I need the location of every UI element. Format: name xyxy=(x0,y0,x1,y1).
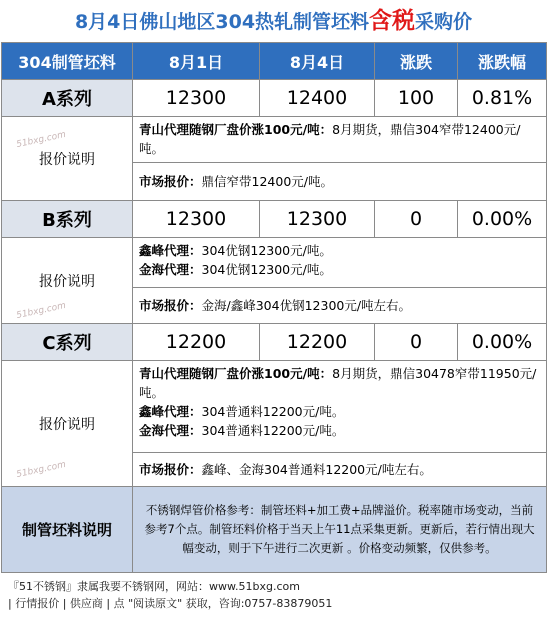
footer-row xyxy=(2,487,547,573)
quote-label: 报价说明 51bxg.com xyxy=(2,361,133,487)
header-date-1: 8月1日 xyxy=(133,43,260,80)
quote-detail-market: 市场报价：鑫峰、金海304普通料12200元/吨左右。 xyxy=(133,453,547,487)
footer-note: 不锈钢焊管价格参考：制管坯料+加工费+品牌溢价。税率随市场变动，当前参考7个点。制管坯料价格于当天上午11点采集更新。更新后，若行情出现大幅变动，则于下午进行二次更新 。价格变动频繁，仅供参考。 xyxy=(133,487,547,573)
price-change: 0 xyxy=(375,201,458,238)
series-name: B系列 xyxy=(2,201,133,238)
quote-row-a xyxy=(2,117,547,163)
price-date-2: 12400 xyxy=(260,80,375,117)
price-date-1: 12300 xyxy=(133,201,260,238)
quote-row-b xyxy=(2,238,547,288)
price-change: 0 xyxy=(375,324,458,361)
price-change: 100 xyxy=(375,80,458,117)
price-table xyxy=(1,42,547,573)
price-date-1: 12300 xyxy=(133,80,260,117)
series-name: C系列 xyxy=(2,324,133,361)
quote-detail-market: 市场报价：鼎信窄带12400元/吨。 xyxy=(133,163,547,201)
series-row-b xyxy=(2,201,547,238)
price-change-pct: 0.00% xyxy=(458,201,547,238)
quote-label: 报价说明 51bxg.com xyxy=(2,238,133,324)
price-date-2: 12300 xyxy=(260,201,375,238)
quote-label: 51bxg.com 报价说明 xyxy=(2,117,133,201)
series-row-c xyxy=(2,324,547,361)
header-change: 涨跌 xyxy=(375,43,458,80)
site-info xyxy=(0,573,547,612)
price-date-2: 12200 xyxy=(260,324,375,361)
quote-row-c xyxy=(2,361,547,453)
series-row-a xyxy=(2,80,547,117)
quote-detail: 青山代理随钢厂盘价涨100元/吨：8月期货，鼎信304窄带12400元/吨。 xyxy=(133,117,547,163)
quote-detail: 青山代理随钢厂盘价涨100元/吨：8月期货，鼎信30478窄带11950元/吨。 鑫峰代理：304普通料12200元/吨。 金海代理：304普通料12200元/吨。 xyxy=(133,361,547,453)
price-date-1: 12200 xyxy=(133,324,260,361)
header-material: 304制管坯料 xyxy=(2,43,133,80)
series-name: A系列 xyxy=(2,80,133,117)
quote-detail-market: 市场报价：金海/鑫峰304优钢12300元/吨左右。 xyxy=(133,288,547,324)
header-change-pct: 涨跌幅 xyxy=(458,43,547,80)
watermark: 51bxg.com xyxy=(15,129,67,151)
table-header-row xyxy=(2,43,547,80)
header-date-2: 8月4日 xyxy=(260,43,375,80)
footer-label: 制管坯料说明 xyxy=(2,487,133,573)
watermark: 51bxg.com xyxy=(15,300,67,322)
watermark: 51bxg.com xyxy=(15,459,67,481)
price-change-pct: 0.00% xyxy=(458,324,547,361)
site-info-line-1: 『51不锈钢』隶属我要不锈钢网，网站：www.51bxg.com xyxy=(8,580,300,593)
page-title: 8月4日佛山地区304热轧制管坯料含税采购价 xyxy=(74,8,473,34)
quote-detail: 鑫峰代理：304优钢12300元/吨。 金海代理：304优钢12300元/吨。 xyxy=(133,238,547,288)
tax-included-label: 含税 xyxy=(369,8,416,34)
price-change-pct: 0.81% xyxy=(458,80,547,117)
site-info-line-2: | 行情报价 | 供应商 | 点 "阅读原文" 获取，咨询:0757-83879051 xyxy=(8,597,333,610)
